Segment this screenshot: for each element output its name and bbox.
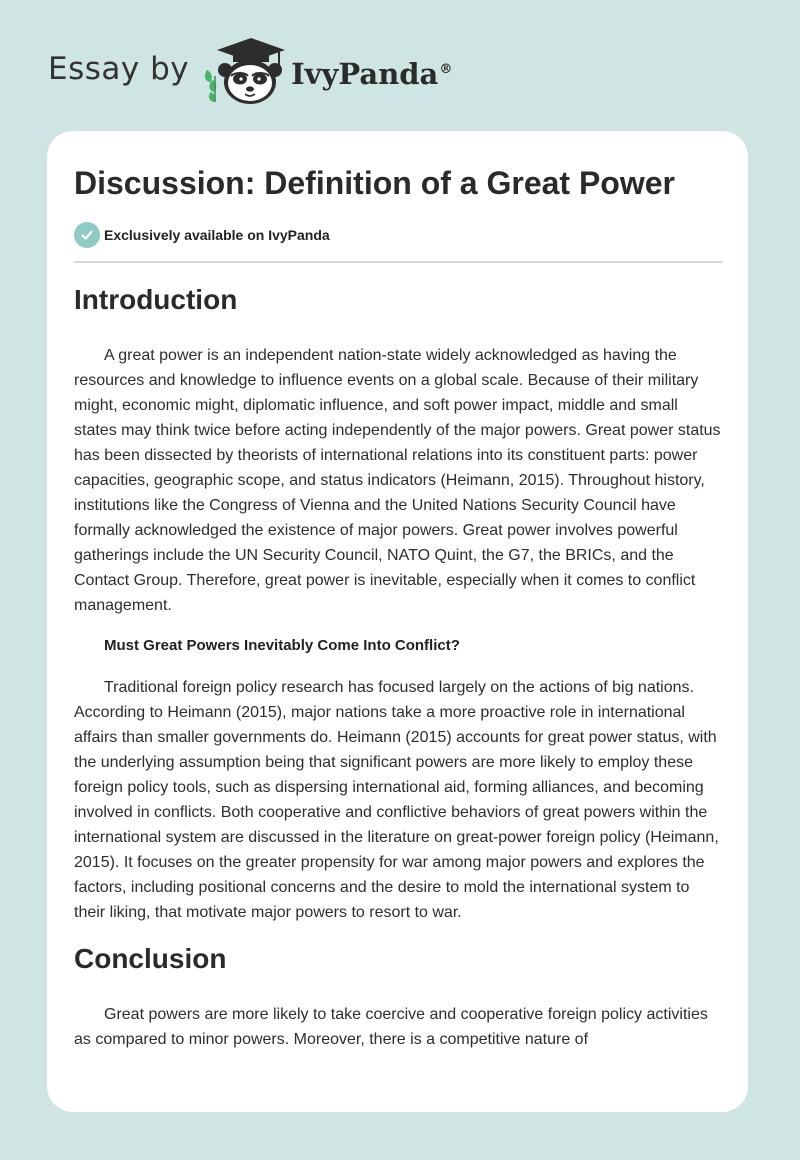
- check-icon: [74, 222, 100, 248]
- page-title: Discussion: Definition of a Great Power: [74, 165, 675, 201]
- exclusive-badge: [74, 222, 330, 248]
- section-heading-conclusion: Conclusion: [74, 943, 227, 974]
- site-header: [48, 36, 452, 106]
- paragraph-conflict: Traditional foreign policy research has focused largely on the actions of big nations. According to Heimann (2015), major nations take a more proactive role in international affairs than smaller governments do. Heimann (2015) accounts for great power status, with the underlying assumption being that significant powers are more likely to employ these foreign policy tools, such as dispersing international aid, forming alliances, and becoming involved in conflicts. Both cooperative and conflictive behaviors of great powers within the international system are discussed in the literature on great-power foreign policy (Heimann, 2015). It focuses on the greater propensity for war among major powers and explores the factors, including positional concerns and the desire to mold the international system to their liking, that motivate major powers to resort to war.: [74, 679, 719, 921]
- ivy-leaf-icon: [205, 70, 216, 102]
- article-card: [47, 131, 748, 1112]
- brand-name-text: IvyPanda: [291, 57, 439, 91]
- divider: [74, 261, 723, 263]
- exclusive-label: Exclusively available on IvyPanda: [104, 227, 330, 243]
- section-heading-introduction: Introduction: [74, 284, 238, 315]
- registered-mark: ®: [439, 62, 453, 78]
- subsection-heading-conflict: Must Great Powers Inevitably Come Into Conflict?: [104, 637, 460, 654]
- paragraph-conclusion: Great powers are more likely to take coercive and cooperative foreign policy activities as compared to minor powers. Moreover, there is a competitive nature of: [74, 1006, 708, 1048]
- panda-graduate-icon[interactable]: [203, 36, 287, 106]
- brand-name[interactable]: [291, 57, 452, 91]
- paragraph-introduction: A great power is an independent nation-state widely acknowledged as having the resources and knowledge to influence events on a global scale. Because of their military might, economic might, diplomatic influence, and soft power impact, middle and small states may think twice before acting independently of the major powers. Great power status has been dissected by theorists of international relations into its constituent parts: power capacities, geographic scope, and status indicators (Heimann, 2015). Throughout history, institutions like the Congress of Vienna and the United Nations Security Council have formally acknowledged the existence of major powers. Great power involves powerful gatherings include the UN Security Council, NATO Quint, the G7, the BRICs, and the Contact Group. Therefore, great power is inevitable, especially when it comes to conflict management.: [74, 347, 721, 614]
- essay-by-label: Essay by: [48, 51, 190, 87]
